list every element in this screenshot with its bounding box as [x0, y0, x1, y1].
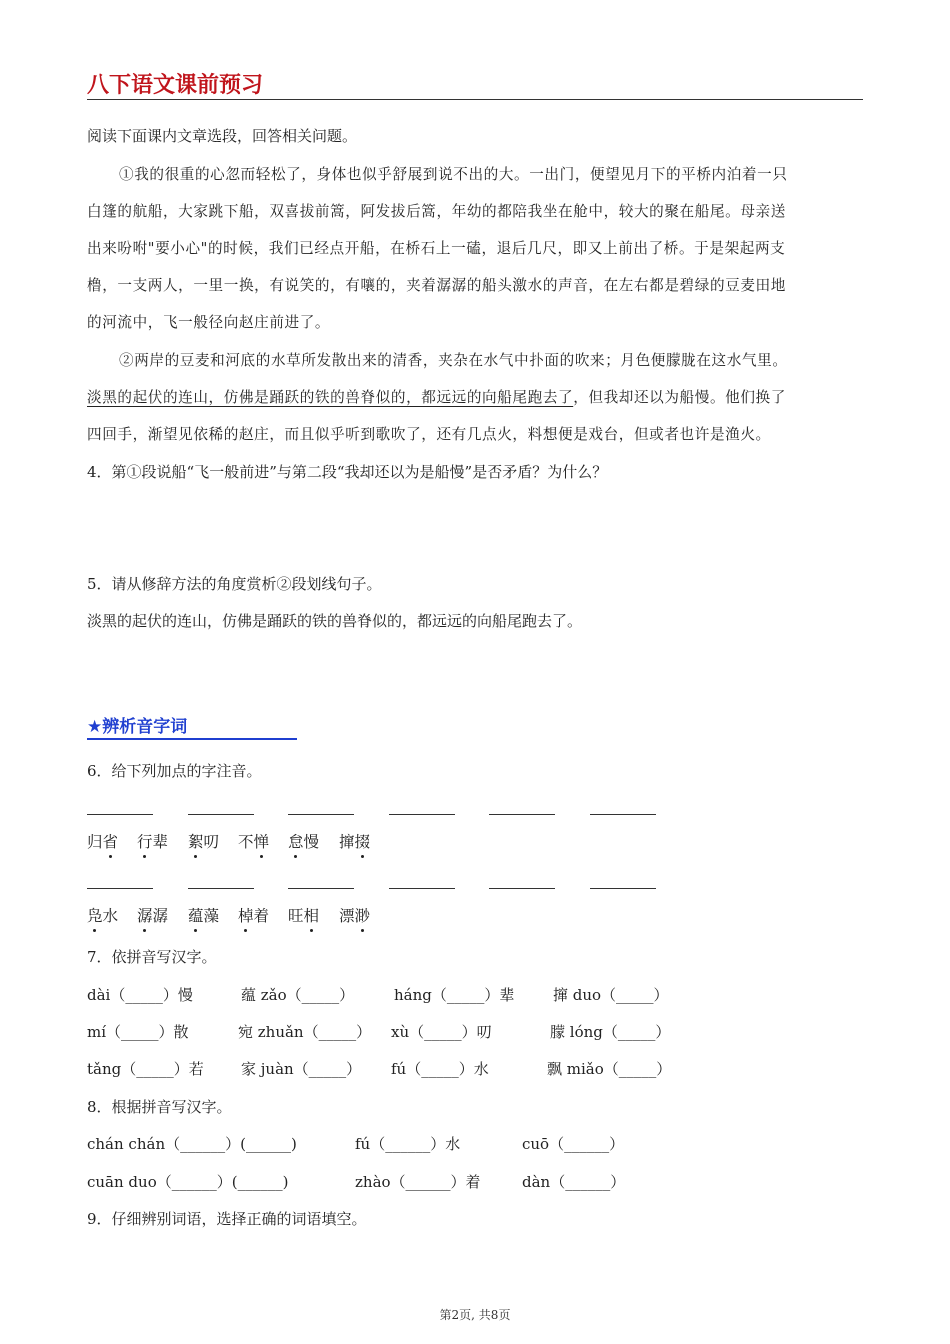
pinyin-item: mí（_____）散 [87, 1023, 189, 1041]
answer-blank[interactable] [489, 814, 555, 815]
pinyin-item: chán chán（______）(______) [87, 1135, 297, 1153]
answer-blank[interactable] [389, 814, 455, 815]
question-5: 5．请从修辞方法的角度赏析②段划线句子。 [87, 575, 382, 593]
word: 旺相 [288, 904, 319, 926]
dotted-char: 棹 [238, 904, 254, 926]
dotted-char: 惮 [254, 830, 270, 852]
dotted-char: 凫 [87, 904, 103, 926]
pinyin-item: xù（_____）叨 [391, 1023, 492, 1041]
dotted-char: 掇 [355, 830, 371, 852]
dotted-char: 行 [137, 830, 153, 852]
pinyin-item: 朦 lóng（_____） [550, 1023, 671, 1041]
word: 不惮 [238, 830, 269, 852]
answer-blank[interactable] [489, 888, 555, 889]
answer-blank[interactable] [590, 814, 656, 815]
pinyin-item: fú（_____）水 [391, 1060, 489, 1078]
word: 潺潺 [137, 904, 168, 926]
word: 凫水 [87, 904, 118, 926]
question-8: 8．根据拼音写汉字。 [87, 1098, 232, 1116]
word: 漂渺 [339, 904, 370, 926]
pinyin-item: 家 juàn（_____） [241, 1060, 362, 1078]
pinyin-item: 撺 duo（_____） [553, 986, 669, 1004]
header-title: 八下语文课前预习 [87, 73, 264, 98]
dotted-char: 絮 [188, 830, 204, 852]
answer-blank[interactable] [87, 888, 153, 889]
answer-blank[interactable] [389, 888, 455, 889]
passage-text: ，但我却还以为船慢。他们换了 [573, 389, 786, 406]
dotted-char: 潺 [137, 904, 153, 926]
passage-line: 白篷的航船，大家跳下船，双喜拔前篙，阿发拔后篙，年幼的都陪我坐在舱中，较大的聚在船尾。母亲送 [87, 203, 786, 220]
pinyin-item: dàn（______） [522, 1173, 626, 1191]
page-footer: 第2页, 共8页 [439, 1308, 511, 1322]
pinyin-item: zhào（______）着 [355, 1173, 481, 1191]
pinyin-item: fú（______）水 [355, 1135, 461, 1153]
answer-blank[interactable] [288, 814, 354, 815]
pinyin-item: tǎng（_____）若 [87, 1060, 204, 1078]
passage-line: 出来吩咐"要小心"的时候，我们已经点开船，在桥石上一磕，退后几尺，即又上前出了桥。于是架起两支 [87, 240, 786, 257]
question-4: 4．第①段说船“飞一般前进”与第二段“我却还以为是船慢”是否矛盾？为什么？ [87, 463, 608, 481]
dotted-char: 省 [103, 830, 119, 852]
dotted-char: 怠 [288, 830, 304, 852]
word: 棹着 [238, 904, 269, 926]
header-rule [87, 99, 863, 100]
passage-line: 橹，一支两人，一里一换，有说笑的，有嚷的，夹着潺潺的船头激水的声音，在左右都是碧绿的豆麦田地 [87, 277, 786, 294]
word: 絮叨 [188, 830, 219, 852]
underlined-sentence: 淡黑的起伏的连山，仿佛是踊跃的铁的兽脊似的，都远远的向船尾跑去了 [87, 389, 574, 406]
question-9: 9．仔细辨别词语，选择正确的词语填空。 [87, 1210, 367, 1228]
word: 蕴藻 [188, 904, 219, 926]
pinyin-item: 宛 zhuǎn（_____） [238, 1023, 372, 1041]
answer-blank[interactable] [87, 814, 153, 815]
dotted-char: 渺 [355, 904, 371, 926]
section-title: ★辨析音字词 [87, 712, 297, 740]
question-7: 7．依拼音写汉字。 [87, 948, 217, 966]
question-6: 6．给下列加点的字注音。 [87, 762, 262, 780]
passage-line: ①我的很重的心忽而轻松了，身体也似乎舒展到说不出的大。一出门，便望见月下的平桥内泊着一只 [119, 166, 788, 183]
pinyin-item: háng（_____）辈 [394, 986, 515, 1004]
passage-line [87, 386, 786, 407]
intro-text: 阅读下面课内文章选段，回答相关问题。 [87, 127, 358, 145]
pinyin-item: 蕴 zǎo（_____） [241, 986, 355, 1004]
passage-line: 四回手，渐望见依稀的赵庄，而且似乎听到歌吹了，还有几点火，料想便是戏台，但或者也许是渔火。 [87, 426, 771, 443]
answer-blank[interactable] [188, 814, 254, 815]
word: 归省 [87, 830, 118, 852]
pinyin-item: 飘 miǎo（_____） [547, 1060, 672, 1078]
pinyin-item: cuō（______） [522, 1135, 625, 1153]
pinyin-item: dài（_____）慢 [87, 986, 193, 1004]
passage-line: ②两岸的豆麦和河底的水草所发散出来的清香，夹杂在水气中扑面的吹来；月色便朦胧在这水气里。 [119, 352, 788, 369]
pinyin-item: cuān duo（______）(______) [87, 1173, 289, 1191]
word: 撺掇 [339, 830, 370, 852]
dotted-char: 蕴 [188, 904, 204, 926]
word: 行辈 [137, 830, 168, 852]
answer-blank[interactable] [590, 888, 656, 889]
answer-blank[interactable] [288, 888, 354, 889]
question-5-sentence: 淡黑的起伏的连山，仿佛是踊跃的铁的兽脊似的，都远远的向船尾跑去了。 [87, 612, 583, 630]
dotted-char: 相 [304, 904, 320, 926]
passage-line: 的河流中，飞一般径向赵庄前进了。 [87, 314, 331, 331]
answer-blank[interactable] [188, 888, 254, 889]
word: 怠慢 [288, 830, 319, 852]
